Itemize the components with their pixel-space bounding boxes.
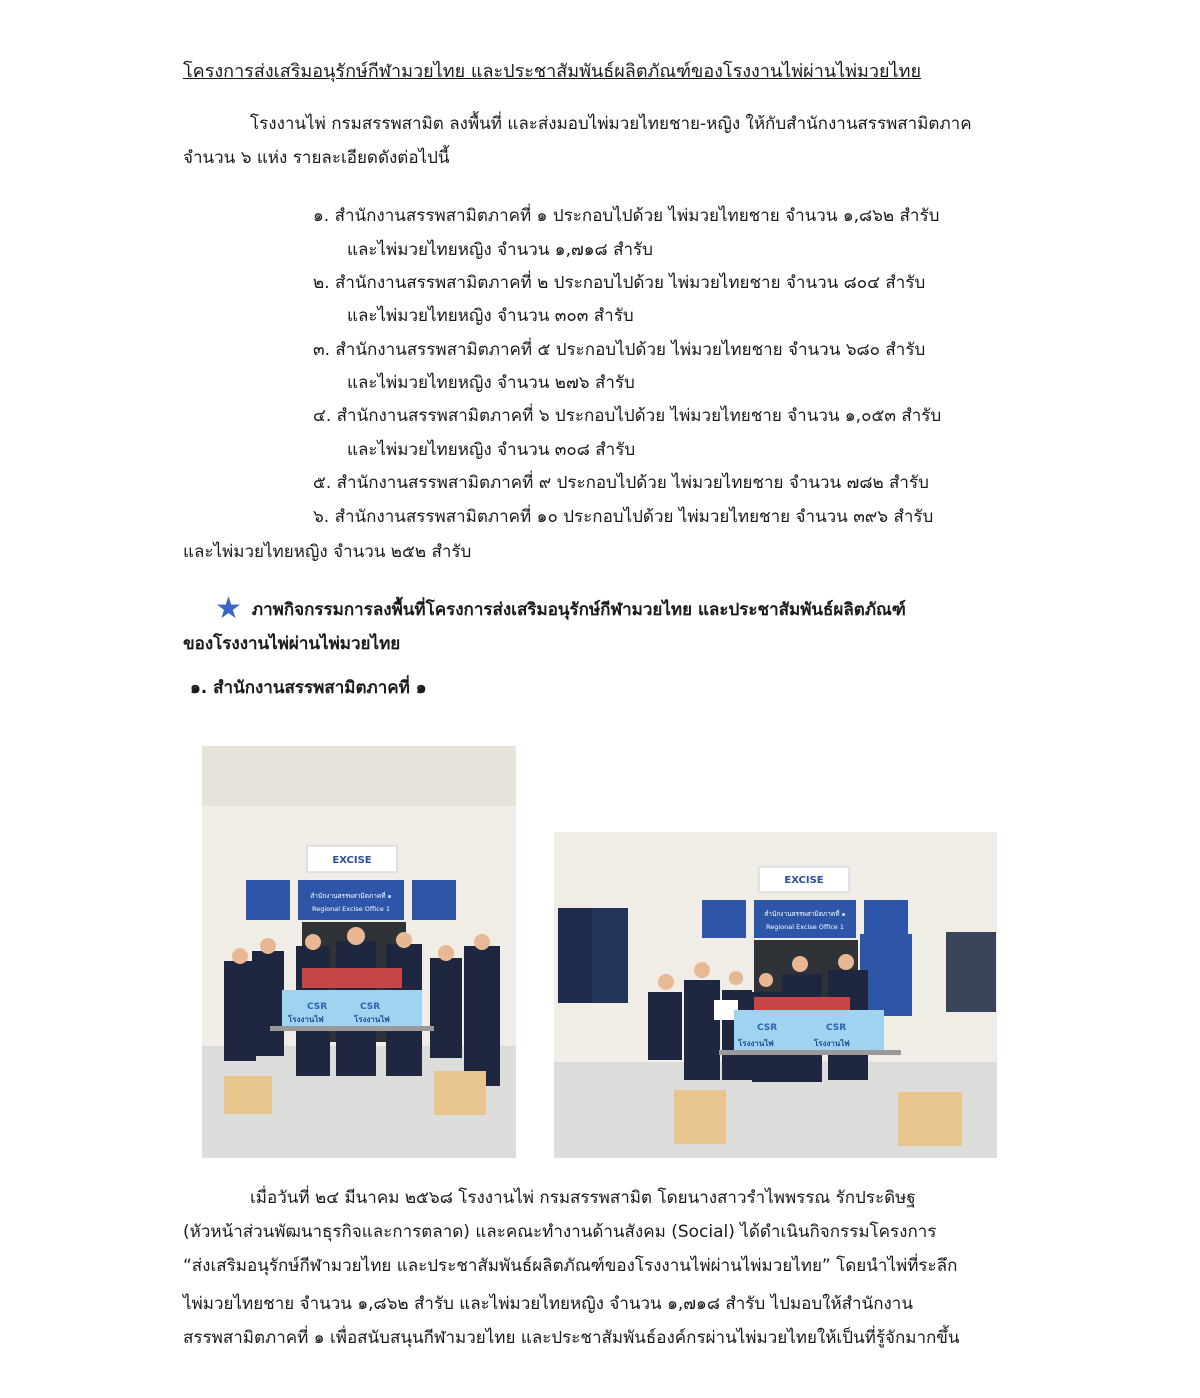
photo1-sign-thai: สำนักงานสรรพสามิตภาคที่ ๑ [310,892,392,900]
list-item-1-line-2: และไพ่มวยไทยหญิง จำนวน ๑,๗๑๘ สำรับ [347,240,653,260]
intro-line-1: โรงงานไพ่ กรมสรรพสามิต ลงพื้นที่ และส่งมอบไพ่มวยไทยชาย-หญิง ให้กับสำนักงานสรรพสามิตภาค [250,114,972,134]
activity-photo-2 [554,832,997,1158]
list-item-2-line-1: ๒. สำนักงานสรรพสามิตภาคที่ ๒ ประกอบไปด้วย ไพ่มวยไทยชาย จำนวน ๘๐๔ สำรับ [313,273,926,293]
section-heading-line-1 [215,591,906,626]
photo2-sign-english: Regional Excise Office 1 [766,923,844,931]
list-item-6-line-2: และไพ่มวยไทยหญิง จำนวน ๒๕๒ สำรับ [183,542,472,562]
body-line-3: “ส่งเสริมอนุรักษ์กีฬามวยไทย และประชาสัมพันธ์ผลิตภัณฑ์ของโรงงานไพ่ผ่านไพ่มวยไทย” โดยนำไพ่ที่ระลึก [183,1256,958,1276]
photo1-sign-english: Regional Excise Office 1 [312,905,390,913]
photo2-box-csr-1: CSR [757,1023,778,1033]
body-line-4: ไพ่มวยไทยชาย จำนวน ๑,๘๖๒ สำรับ และไพ่มวยไทยหญิง จำนวน ๑,๗๑๘ สำรับ ไปมอบให้สำนักงาน [183,1294,913,1314]
list-item-4-line-2: และไพ่มวยไทยหญิง จำนวน ๓๐๘ สำรับ [347,440,636,460]
list-item-4-line-1: ๔. สำนักงานสรรพสามิตภาคที่ ๖ ประกอบไปด้วย ไพ่มวยไทยชาย จำนวน ๑,๐๕๓ สำรับ [313,406,942,426]
list-item-3-line-2: และไพ่มวยไทยหญิง จำนวน ๒๗๖ สำรับ [347,373,635,393]
photo2-sign-thai: สำนักงานสรรพสามิตภาคที่ ๑ [764,910,846,918]
section-heading-line-2: ของโรงงานไพ่ผ่านไพ่มวยไทย [183,634,401,654]
list-item-5-line-1: ๕. สำนักงานสรรพสามิตภาคที่ ๙ ประกอบไปด้วย ไพ่มวยไทยชาย จำนวน ๗๘๒ สำรับ [313,473,929,493]
photo1-box-csr-1: CSR [307,1002,328,1012]
photo1-sign-brand: EXCISE [332,855,372,866]
list-item-2-line-2: และไพ่มวยไทยหญิง จำนวน ๓๐๓ สำรับ [347,306,634,326]
photo2-box-thai-2: โรงงานไพ่ [814,1039,850,1048]
photo2-sign-brand: EXCISE [784,875,824,886]
photo1-box-csr-2: CSR [360,1002,381,1012]
photo2-box-csr-2: CSR [826,1023,847,1033]
list-item-6-line-1: ๖. สำนักงานสรรพสามิตภาคที่ ๑๐ ประกอบไปด้วย ไพ่มวยไทยชาย จำนวน ๓๙๖ สำรับ [313,507,934,527]
section-heading-text: ภาพกิจกรรมการลงพื้นที่โครงการส่งเสริมอนุรักษ์กีฬามวยไทย และประชาสัมพันธ์ผลิตภัณฑ์ [251,600,906,620]
photo1-box-thai-1: โรงงานไพ่ [288,1015,324,1024]
photo1-box-thai-2: โรงงานไพ่ [354,1015,390,1024]
body-line-5: สรรพสามิตภาคที่ ๑ เพื่อสนับสนุนกีฬามวยไทย และประชาสัมพันธ์องค์กรผ่านไพ่มวยไทยให้เป็นที่รู้จักมากขึ้น [183,1328,960,1348]
photo2-box-thai-1: โรงงานไพ่ [738,1039,774,1048]
list-item-1-line-1: ๑. สำนักงานสรรพสามิตภาคที่ ๑ ประกอบไปด้วย ไพ่มวยไทยชาย จำนวน ๑,๘๖๒ สำรับ [313,206,940,226]
body-line-1: เมื่อวันที่ ๒๔ มีนาคม ๒๕๖๘ โรงงานไพ่ กรมสรรพสามิต โดยนางสาวรำไพพรรณ รักประดิษฐ [250,1188,916,1208]
section-subheading: ๑. สำนักงานสรรพสามิตภาคที่ ๑ [190,678,427,698]
intro-line-2: จำนวน ๖ แห่ง รายละเอียดดังต่อไปนี้ [183,148,450,168]
activity-photo-1 [202,746,516,1158]
body-line-2: (หัวหน้าส่วนพัฒนาธุรกิจและการตลาด) และคณะทำงานด้านสังคม (Social) ได้ดำเนินกิจกรรมโครงการ [183,1222,937,1242]
list-item-3-line-1: ๓. สำนักงานสรรพสามิตภาคที่ ๕ ประกอบไปด้วย ไพ่มวยไทยชาย จำนวน ๖๘๐ สำรับ [313,340,926,360]
star-icon: ★ [215,591,242,626]
document-title: โครงการส่งเสริมอนุรักษ์กีฬามวยไทย และประชาสัมพันธ์ผลิตภัณฑ์ของโรงงานไพ่ผ่านไพ่มวยไทย [183,61,922,82]
